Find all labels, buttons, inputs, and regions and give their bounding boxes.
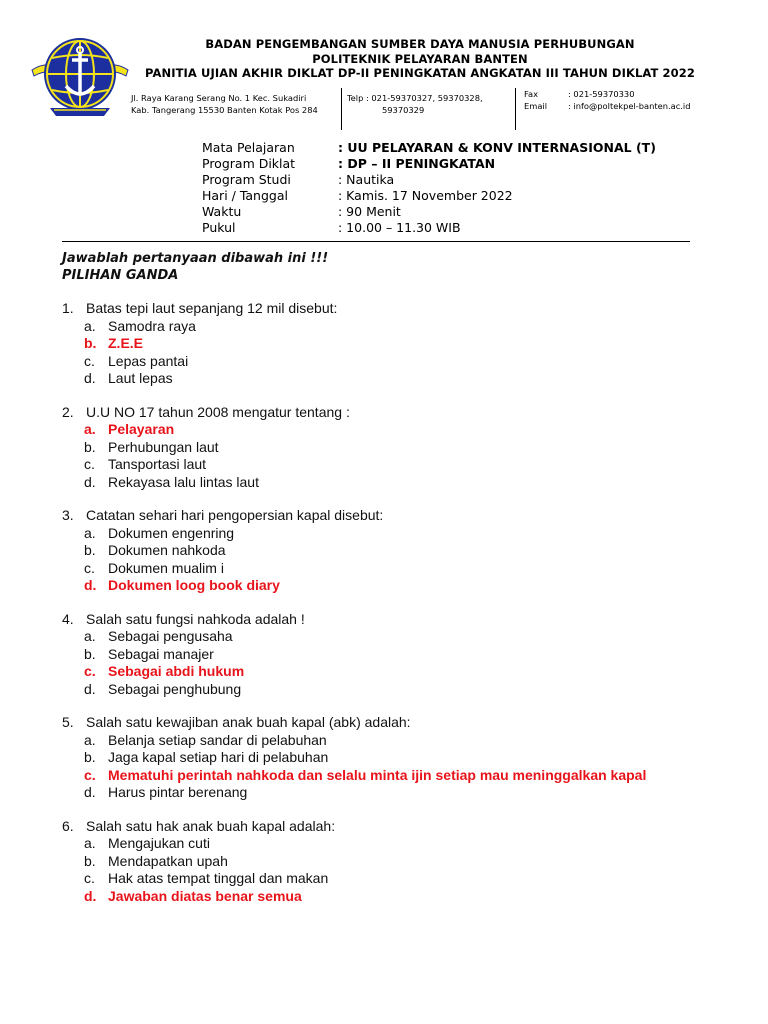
address-line-2: Kab. Tangerang 15530 Banten Kotak Pos 284 <box>131 105 318 115</box>
answer-option <box>62 439 742 457</box>
question-text: U.U NO 17 tahun 2008 mengatur tentang : <box>86 403 350 420</box>
option-text: Rekayasa lalu lintas laut <box>108 473 259 490</box>
exam-info-label: Pukul <box>202 220 236 235</box>
option-text: Belanja setiap sandar di pelabuhan <box>108 731 327 748</box>
exam-info-label: Program Diklat <box>202 156 296 171</box>
option-letter: d. <box>84 370 96 386</box>
option-letter: d. <box>84 577 97 593</box>
fax-value: : 021-59370330 <box>568 89 635 99</box>
instructions <box>62 250 328 284</box>
question-text: Salah satu fungsi nahkoda adalah ! <box>86 610 305 627</box>
answer-option <box>62 784 742 802</box>
option-text: Z.E.E <box>108 335 144 351</box>
section-divider <box>62 241 690 242</box>
email-label: Email <box>524 101 548 111</box>
question-item <box>62 611 742 699</box>
option-text: Lepas pantai <box>108 352 189 369</box>
answer-option-correct <box>62 767 742 785</box>
option-letter: a. <box>84 317 96 334</box>
exam-info-label: Mata Pelajaran <box>202 140 295 155</box>
institution-logo <box>30 32 130 118</box>
question-text: Salah satu hak anak buah kapal adalah: <box>86 817 336 834</box>
contact-divider <box>515 88 516 130</box>
exam-info-label: Hari / Tanggal <box>202 188 288 203</box>
question-item <box>62 404 742 492</box>
answer-option-correct <box>62 888 742 906</box>
option-text: Mendapatkan upah <box>108 852 228 869</box>
answer-option-correct <box>62 577 742 595</box>
question-number: 3. <box>62 507 74 523</box>
answer-option-correct <box>62 335 742 353</box>
option-letter: d. <box>84 473 96 490</box>
answer-option <box>62 870 742 888</box>
option-text: Sebagai penghubung <box>108 680 242 697</box>
exam-info-label: Waktu <box>202 204 242 219</box>
fax-label: Fax <box>524 89 539 99</box>
exam-info-value: : Kamis. 17 November 2022 <box>338 188 513 203</box>
option-letter: c. <box>84 456 95 472</box>
contact-block <box>524 88 691 112</box>
exam-info-row <box>202 140 656 156</box>
phone-line-1: Telp : 021-59370327, 59370328, <box>347 93 483 103</box>
address-divider <box>341 88 342 130</box>
option-letter: b. <box>84 749 96 765</box>
option-text: Mengajukan cuti <box>108 835 210 851</box>
option-text: Sebagai pengusaha <box>108 628 233 644</box>
option-text: Dokumen mualim i <box>108 559 224 576</box>
option-letter: a. <box>84 524 96 541</box>
option-letter: b. <box>84 335 97 351</box>
question-list <box>62 300 742 921</box>
option-text: Dokumen loog book diary <box>108 577 280 593</box>
option-letter: c. <box>84 559 95 576</box>
exam-info-row <box>202 188 656 204</box>
option-text: Sebagai abdi hukum <box>108 663 245 679</box>
option-text: Samodra raya <box>108 317 196 334</box>
answer-option <box>62 749 742 767</box>
phone-line-2: 59370329 <box>382 105 425 115</box>
question-number: 4. <box>62 610 74 627</box>
answer-option-correct <box>62 663 742 681</box>
address-block <box>131 92 318 116</box>
answer-option <box>62 835 742 853</box>
question-number: 6. <box>62 817 74 834</box>
answer-option <box>62 318 742 336</box>
option-text: Pelayaran <box>108 421 175 437</box>
answer-option <box>62 560 742 578</box>
answer-option-correct <box>62 421 742 439</box>
exam-info-row <box>202 156 656 172</box>
option-text: Dokumen nahkoda <box>108 542 226 558</box>
email-value: : info@poltekpel-banten.ac.id <box>568 101 691 111</box>
answer-option <box>62 853 742 871</box>
option-letter: b. <box>84 438 96 455</box>
question-text: Catatan sehari hari pengopersian kapal disebut: <box>86 507 384 523</box>
answer-option <box>62 646 742 664</box>
option-letter: c. <box>84 870 95 886</box>
exam-info-table <box>202 140 656 236</box>
question-item <box>62 714 742 802</box>
exam-info-value: : Nautika <box>338 172 395 187</box>
option-letter: c. <box>84 352 95 369</box>
option-letter: b. <box>84 542 96 558</box>
question-stem <box>62 714 742 732</box>
option-text: Dokumen engenring <box>108 524 235 541</box>
question-stem <box>62 818 742 836</box>
answer-option <box>62 628 742 646</box>
question-text: Batas tepi laut sepanjang 12 mil disebut: <box>86 300 338 316</box>
option-letter: d. <box>84 680 96 697</box>
question-stem <box>62 300 742 318</box>
exam-info-row <box>202 204 656 220</box>
question-text: Salah satu kewajiban anak buah kapal (abk) adalah: <box>86 714 411 730</box>
option-letter: a. <box>84 731 96 748</box>
question-item <box>62 507 742 595</box>
option-letter: b. <box>84 645 96 662</box>
header-institution: POLITEKNIK PELAYARAN BANTEN <box>312 52 528 66</box>
option-letter: a. <box>84 835 96 851</box>
option-text: Tansportasi laut <box>108 456 207 472</box>
header-committee: PANITIA UJIAN AKHIR DIKLAT DP-II PENINGKATAN ANGKATAN III TAHUN DIKLAT 2022 <box>145 66 695 80</box>
exam-info-value: : DP – II PENINGKATAN <box>338 156 496 171</box>
question-item <box>62 300 742 388</box>
answer-option <box>62 370 742 388</box>
answer-option <box>62 681 742 699</box>
phone-block <box>347 92 483 116</box>
option-letter: a. <box>84 628 96 644</box>
option-text: Laut lepas <box>108 370 173 386</box>
address-line-1: Jl. Raya Karang Serang No. 1 Kec. Sukadiri <box>131 93 307 103</box>
option-letter: b. <box>84 852 96 869</box>
question-stem <box>62 507 742 525</box>
option-letter: d. <box>84 887 97 904</box>
exam-info-value: : 10.00 – 11.30 WIB <box>338 220 461 235</box>
question-number: 5. <box>62 714 74 730</box>
question-number: 2. <box>62 403 74 420</box>
option-letter: a. <box>84 421 96 437</box>
header-agency: BADAN PENGEMBANGAN SUMBER DAYA MANUSIA PERHUBUNGAN <box>205 37 635 51</box>
answer-option <box>62 456 742 474</box>
option-letter: d. <box>84 784 96 800</box>
answer-option <box>62 353 742 371</box>
option-text: Jaga kapal setiap hari di pelabuhan <box>108 749 329 765</box>
exam-info-row <box>202 220 656 236</box>
option-text: Jawaban diatas benar semua <box>108 887 302 904</box>
answer-option <box>62 732 742 750</box>
option-text: Mematuhi perintah nahkoda dan selalu minta ijin setiap mau meninggalkan kapal <box>108 766 647 783</box>
globe-anchor-wings-icon <box>30 32 130 118</box>
exam-info-value: : UU PELAYARAN & KONV INTERNASIONAL (T) <box>338 140 656 155</box>
exam-info-row <box>202 172 656 188</box>
question-number: 1. <box>62 300 74 316</box>
option-letter: c. <box>84 663 96 679</box>
question-type: PILIHAN GANDA <box>62 268 179 283</box>
instructions-line: Jawablah pertanyaan dibawah ini !!! <box>62 251 329 266</box>
option-text: Hak atas tempat tinggal dan makan <box>108 870 329 886</box>
question-stem <box>62 611 742 629</box>
answer-option <box>62 525 742 543</box>
exam-info-value: : 90 Menit <box>338 204 401 219</box>
question-item <box>62 818 742 906</box>
exam-info-label: Program Studi <box>202 172 291 187</box>
answer-option <box>62 474 742 492</box>
option-text: Sebagai manajer <box>108 645 214 662</box>
question-stem <box>62 404 742 422</box>
option-text: Perhubungan laut <box>108 438 219 455</box>
option-text: Harus pintar berenang <box>108 784 248 800</box>
answer-option <box>62 542 742 560</box>
option-letter: c. <box>84 766 96 783</box>
